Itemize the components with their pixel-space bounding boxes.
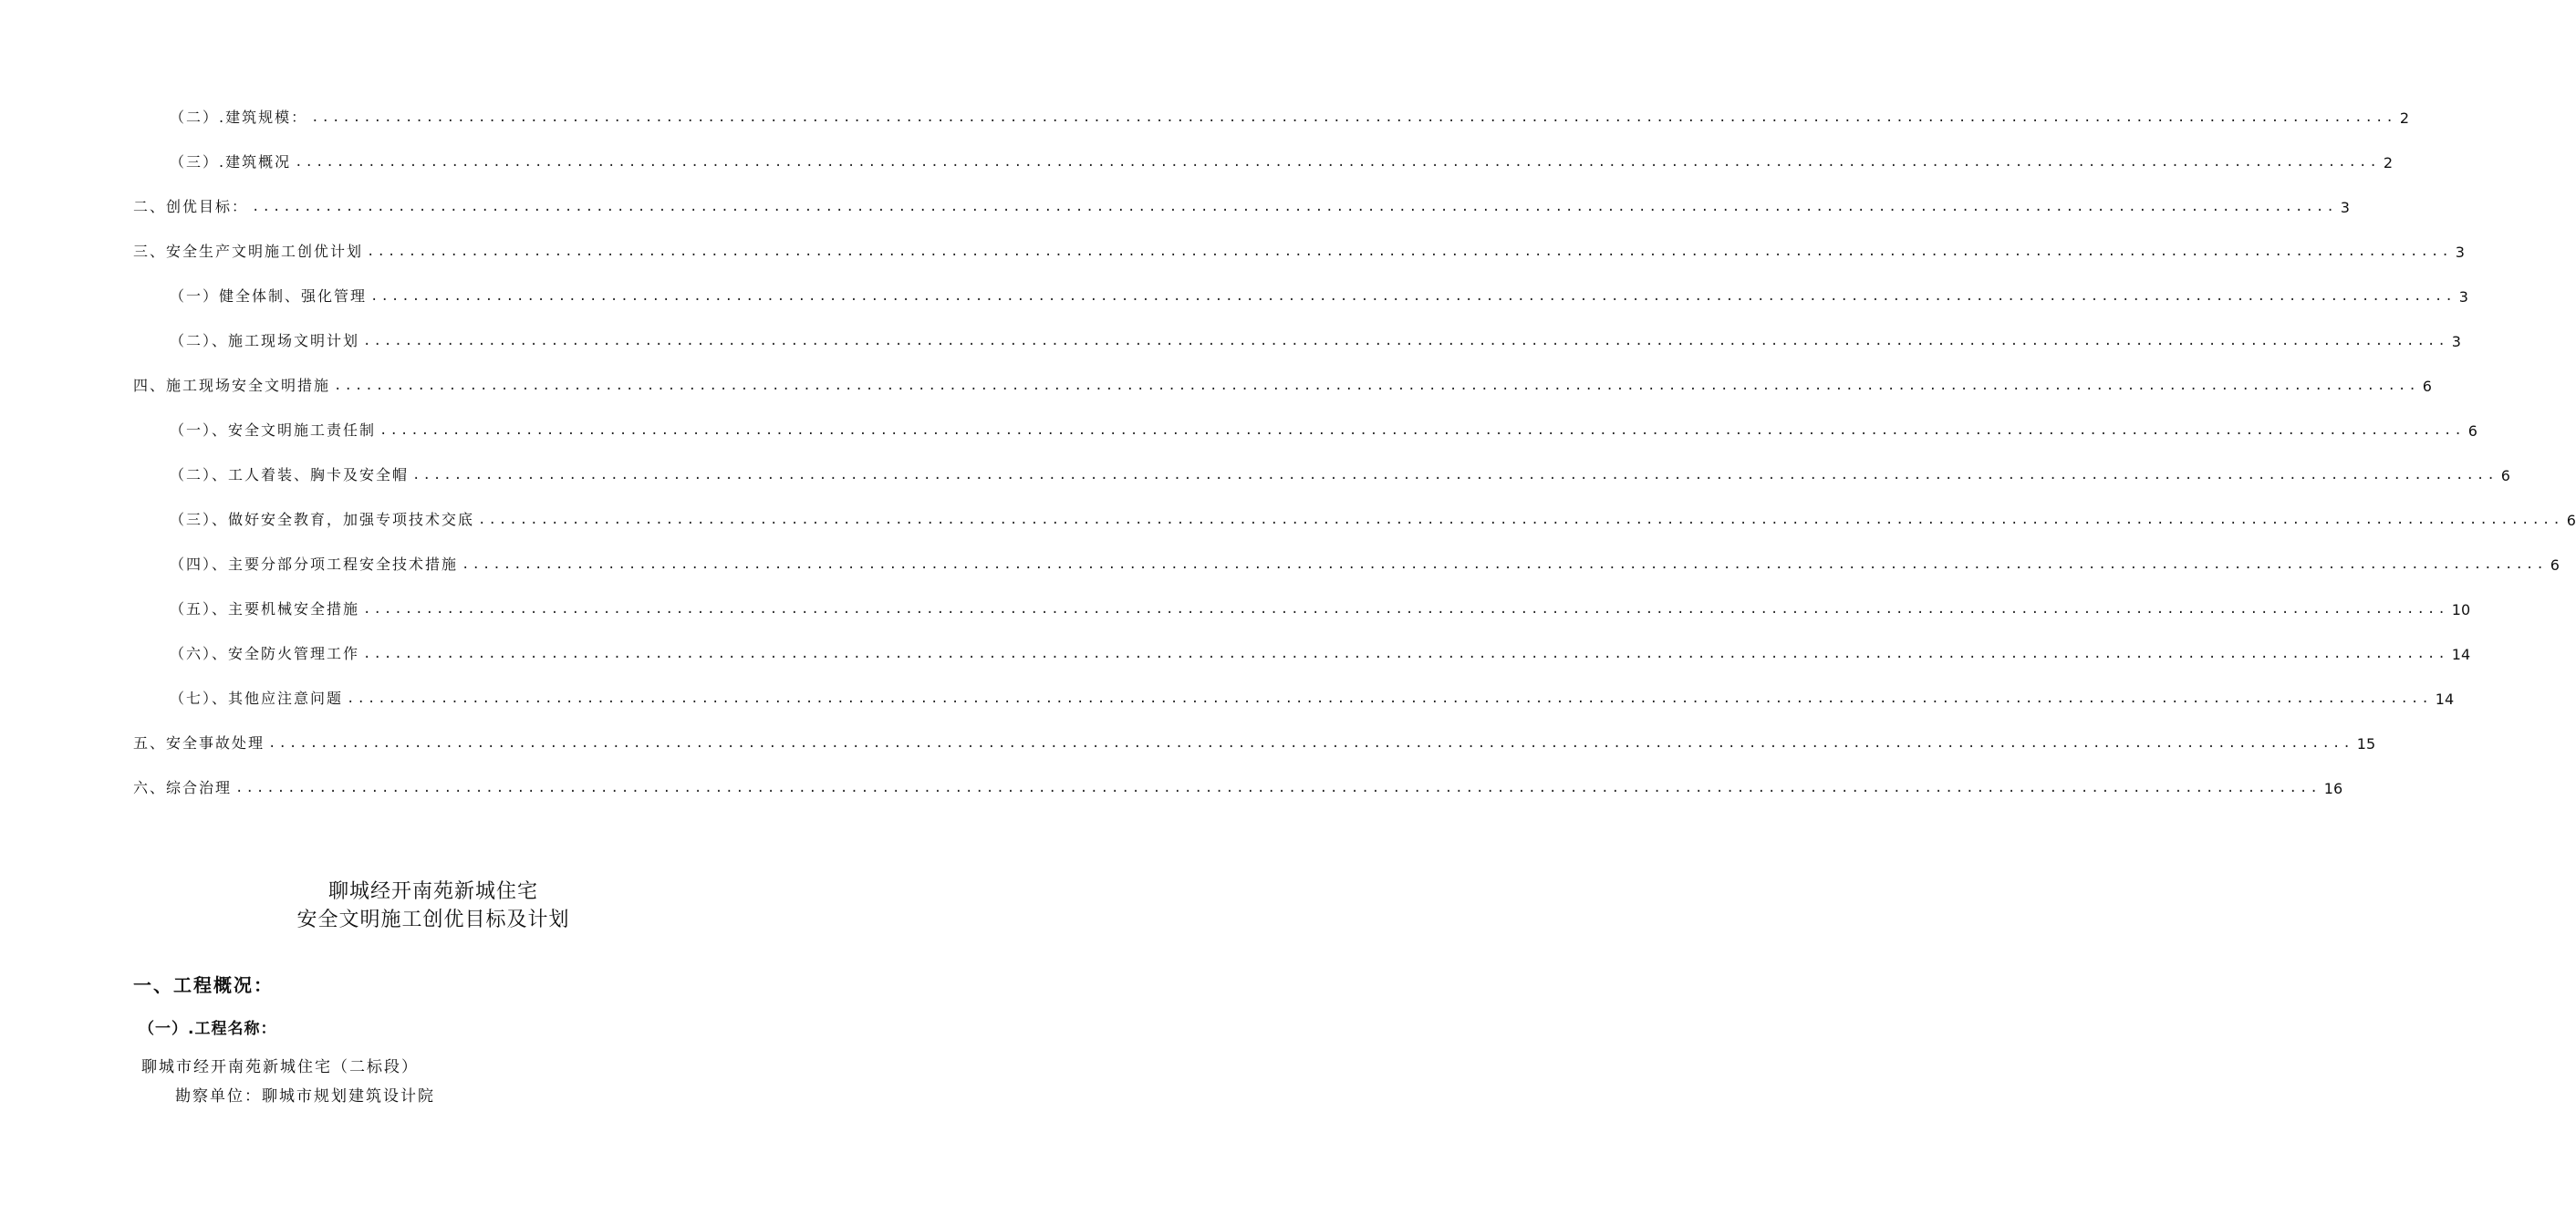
toc-entry-page: 6 — [2467, 422, 2477, 440]
toc-entry-label: （二）.建筑规模： — [170, 109, 308, 126]
toc-dot-leader: ........................................................................................................................................................................................................ — [462, 557, 2547, 572]
toc-dot-leader: ........................................................................................................................................................................................................ — [311, 110, 2396, 125]
toc-dot-leader: ........................................................................................................................................................................................................ — [334, 379, 2419, 393]
toc-entry[interactable] — [133, 239, 2465, 261]
toc-entry[interactable] — [170, 150, 2394, 171]
toc-entry[interactable] — [133, 194, 2350, 216]
toc-entry-page: 2 — [2383, 154, 2394, 171]
toc-entry-label: （七）、其他应注意问题 — [170, 690, 344, 707]
toc-entry-label: （四）、主要分部分项工程安全技术措施 — [170, 556, 459, 573]
toc-entry-page: 10 — [2451, 601, 2471, 618]
toc-entry[interactable] — [170, 552, 2560, 574]
toc-entry[interactable] — [170, 597, 2471, 618]
toc-dot-leader: ........................................................................................................................................................................................................ — [478, 513, 2563, 527]
toc-entry[interactable] — [170, 507, 2576, 529]
toc-dot-leader: ........................................................................................................................................................................................................ — [347, 691, 2432, 706]
toc-entry-label: 三、安全生产文明施工创优计划 — [133, 243, 364, 260]
toc-entry-page: 6 — [2566, 512, 2576, 529]
toc-entry[interactable] — [170, 105, 2410, 127]
toc-entry-page: 3 — [2340, 199, 2350, 216]
toc-entry-label: 五、安全事故处理 — [133, 734, 265, 752]
toc-dot-leader: ........................................................................................................................................................................................................ — [370, 289, 2456, 304]
toc-entry-page: 15 — [2356, 735, 2376, 753]
toc-dot-leader: ........................................................................................................................................................................................................ — [379, 423, 2465, 438]
toc-entry[interactable] — [133, 731, 2376, 753]
toc-entry[interactable] — [170, 418, 2477, 440]
toc-entry-page: 3 — [2455, 244, 2465, 261]
toc-entry-label: （三）、做好安全教育，加强专项技术交底 — [170, 511, 475, 528]
toc-entry[interactable] — [170, 462, 2510, 484]
toc-dot-leader: ........................................................................................................................................................................................................ — [367, 244, 2452, 259]
section-heading: 一、工程概况： — [133, 974, 274, 996]
toc-entry-label: （一）健全体制、强化管理 — [170, 287, 368, 305]
toc-entry[interactable] — [170, 284, 2468, 306]
survey-unit-text: 勘察单位：聊城市规划建筑设计院 — [175, 1087, 435, 1106]
toc-entry-label: 四、施工现场安全文明措施 — [133, 377, 331, 394]
toc-entry[interactable] — [170, 328, 2461, 350]
toc-entry-page: 16 — [2323, 780, 2343, 797]
toc-entry-label: （五）、主要机械安全措施 — [170, 600, 360, 618]
toc-entry-label: 二、创优目标： — [133, 198, 249, 215]
toc-entry-label: （二）、施工现场文明计划 — [170, 332, 360, 349]
toc-entry-label: （一）、安全文明施工责任制 — [170, 421, 377, 439]
toc-entry-page: 2 — [2399, 109, 2410, 127]
toc-entry-page: 6 — [2500, 467, 2510, 484]
toc-entry-page: 3 — [2458, 288, 2468, 306]
toc-entry[interactable] — [133, 373, 2432, 395]
toc-entry-page: 3 — [2451, 333, 2461, 350]
toc-entry-page: 6 — [2550, 556, 2560, 574]
toc-dot-leader: ........................................................................................................................................................................................................ — [363, 602, 2448, 617]
subsection-heading: （一）.工程名称： — [139, 1020, 277, 1038]
toc-entry[interactable] — [133, 775, 2343, 797]
toc-entry-label: （三）.建筑概况 — [170, 153, 292, 171]
toc-entry[interactable] — [170, 686, 2455, 708]
toc-dot-leader: ........................................................................................................................................................................................................ — [363, 334, 2448, 348]
toc-dot-leader: ........................................................................................................................................................................................................ — [412, 468, 2498, 483]
toc-entry-page: 14 — [2451, 646, 2471, 663]
toc-dot-leader: ........................................................................................................................................................................................................ — [363, 647, 2448, 661]
toc-entry-page: 14 — [2435, 691, 2455, 708]
document-title-line-2: 安全文明施工创优目标及计划 — [296, 909, 570, 931]
toc-dot-leader: ........................................................................................................................................................................................................ — [252, 200, 2337, 214]
toc-dot-leader: ........................................................................................................................................................................................................ — [295, 155, 2380, 170]
document-title-line-1: 聊城经开南苑新城住宅 — [327, 880, 538, 903]
toc-entry[interactable] — [170, 641, 2471, 663]
toc-dot-leader: ........................................................................................................................................................................................................ — [235, 781, 2321, 795]
toc-entry-label: 六、综合治理 — [133, 779, 233, 796]
toc-dot-leader: ........................................................................................................................................................................................................ — [268, 736, 2353, 751]
project-name-text: 聊城市经开南苑新城住宅（二标段） — [141, 1058, 419, 1076]
toc-entry-page: 6 — [2422, 378, 2432, 395]
toc-entry-label: （二）、工人着装、胸卡及安全帽 — [170, 466, 410, 483]
toc-entry-label: （六）、安全防火管理工作 — [170, 645, 360, 662]
